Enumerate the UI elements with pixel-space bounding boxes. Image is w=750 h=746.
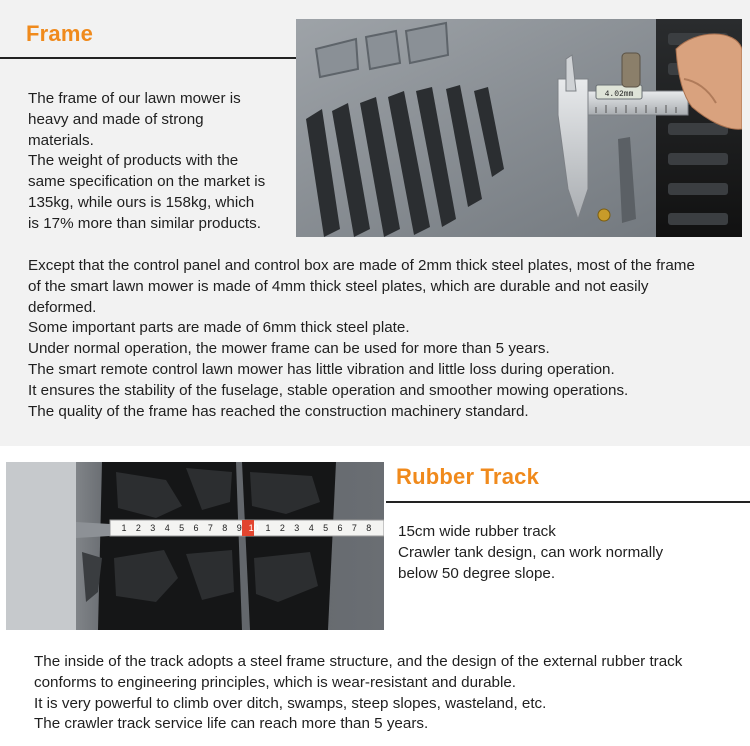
frame-heading-rule (0, 57, 298, 59)
tape-number: 6 (337, 523, 343, 533)
tape-number: 4 (308, 523, 314, 533)
track-detail-text: The inside of the track adopts a steel frame structure, and the design of the external rubber track conforms to engineering principles, which is wear-resistant and durable. It is very powerful to climb over ditch, swamps, steep slopes, wasteland, etc. The crawler track service life can reach more than 5 years. (34, 653, 683, 733)
frame-heading: Frame (26, 21, 94, 46)
tape-number: 10 (248, 523, 259, 533)
caliper-readout: 4.02mm (604, 90, 634, 99)
tape-number: 7 (207, 523, 213, 533)
tape-number: 2 (135, 523, 141, 533)
tape-number: 3 (150, 523, 156, 533)
tape-number: 2 (279, 523, 285, 533)
track-heading: Rubber Track (396, 464, 540, 489)
tape-number: 7 (351, 523, 357, 533)
tape-number: 1 (121, 523, 127, 533)
frame-detail-text: Except that the control panel and control box are made of 2mm thick steel plates, most of the frame of the smart lawn mower is made of 4mm thick steel plates, which are durable and not easily deformed. Some important parts are made of 6mm thick steel plate. Under normal operation, the mower frame can be used for more than 5 years. The smart remote control lawn mower has little vibration and little loss during operation. It ensures the stability of the fuselage, stable operation and smoother mowing operations. The quality of the frame has reached the construction machinery standard. (28, 257, 695, 420)
tape-number: 6 (193, 523, 199, 533)
tape-number: 3 (294, 523, 300, 533)
track-heading-rule (386, 501, 750, 503)
rubber-track-photo (6, 462, 384, 630)
track-intro-text: 15cm wide rubber track Crawler tank design, can work normally below 50 degree slope. (398, 523, 664, 582)
tape-number: 8 (222, 523, 228, 533)
tape-number: 5 (323, 523, 329, 533)
tape-number: 9 (236, 523, 242, 533)
tape-number: 4 (164, 523, 170, 533)
frame-caliper-photo (296, 19, 742, 237)
tape-number: 8 (366, 523, 372, 533)
tape-number: 1 (265, 523, 271, 533)
frame-intro-text: The frame of our lawn mower is heavy and made of strong materials. The weight of products with the same specification on the market is 135kg, while ours is 158kg, which is 17% more than similar products. (28, 90, 266, 232)
tape-number: 5 (179, 523, 185, 533)
